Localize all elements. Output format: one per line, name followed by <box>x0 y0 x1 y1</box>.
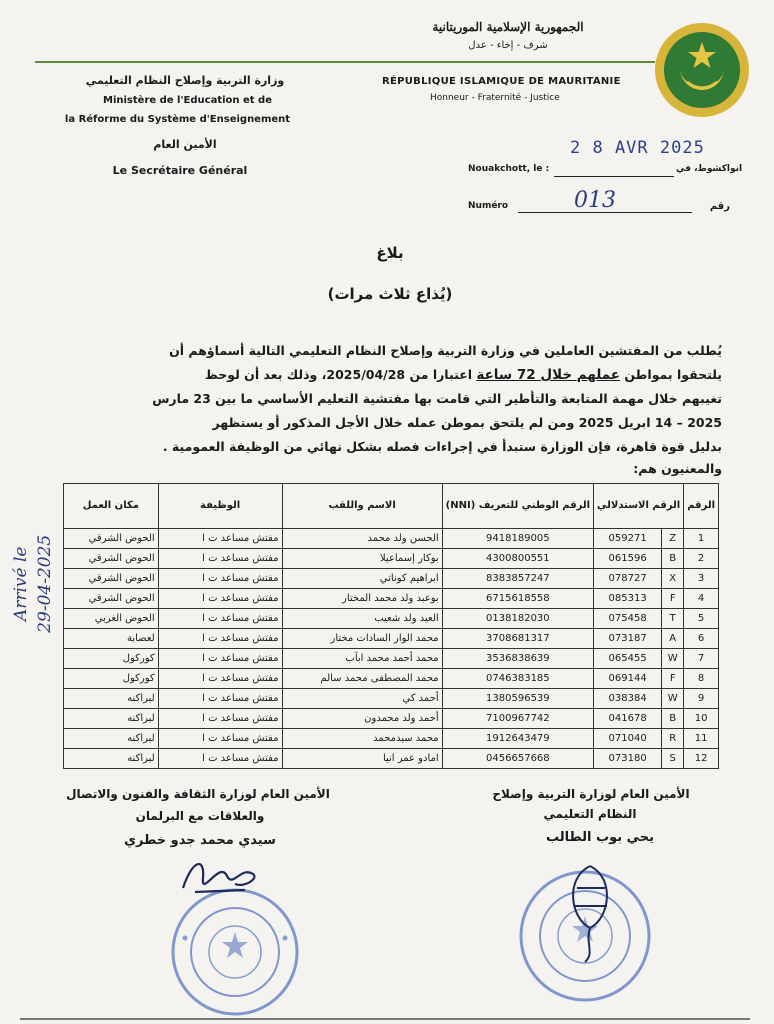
table-row <box>64 569 719 589</box>
table-row <box>64 669 719 689</box>
cell-num: 3 <box>684 569 719 589</box>
cell-num: 4 <box>684 589 719 609</box>
table-row <box>64 729 719 749</box>
ar-ministry: وزارة التربية وإصلاح النظام التعليمي <box>85 74 285 87</box>
cell-num: 2 <box>684 549 719 569</box>
cell-matricule: 075458 <box>594 609 662 629</box>
table-row <box>64 749 719 769</box>
cell-nni: 7100967742 <box>442 709 593 729</box>
cell-job: مفتش مساعد ت ا <box>158 749 282 769</box>
cell-letter: F <box>662 669 684 689</box>
cell-letter: W <box>662 649 684 669</box>
cell-letter: A <box>662 629 684 649</box>
cell-num: 8 <box>684 669 719 689</box>
place-date-field <box>554 176 674 177</box>
header-name: الاسم واللقب <box>282 484 442 529</box>
right-sign-title-2: النظام التعليمي <box>543 807 637 821</box>
cell-name: محمد سيدمحمد <box>282 729 442 749</box>
cell-matricule: 073187 <box>594 629 662 649</box>
cell-num: 11 <box>684 729 719 749</box>
table-row <box>64 609 719 629</box>
cell-matricule: 071040 <box>594 729 662 749</box>
table-row <box>64 529 719 549</box>
table-row <box>64 649 719 669</box>
right-handwritten-signature-icon <box>555 858 625 968</box>
cell-place: لبراكنه <box>64 729 159 749</box>
cell-nni: 0138182030 <box>442 609 593 629</box>
cell-num: 10 <box>684 709 719 729</box>
notice-line-2 <box>42 367 722 383</box>
bottom-rule <box>20 1018 750 1020</box>
cell-matricule: 085313 <box>594 589 662 609</box>
inspectors-table <box>63 483 719 769</box>
left-sign-title-2: والعلاقات مع البرلمان <box>135 809 265 823</box>
cell-matricule: 061596 <box>594 549 662 569</box>
left-sign-name: سيدي محمد جدو خطري <box>124 833 276 848</box>
cell-job: مفتش مساعد ت ا <box>158 629 282 649</box>
notice-line-3: تغيبهم خلال مهمة المتابعة والتأطير التي قامت بها مفتشية التعليم الأساسي ما بين 23 مارس <box>152 391 722 406</box>
notice-line-2-c: اعتبارا من 2025/04/28، وذلك بعد أن لوحظ <box>204 367 473 382</box>
cell-letter: R <box>662 729 684 749</box>
notice-line-6: والمعنيون هم: <box>633 461 722 476</box>
cell-place: كوركول <box>64 649 159 669</box>
cell-nni: 6715618558 <box>442 589 593 609</box>
notice-deadline: عملهم خلال 72 ساعة <box>476 367 621 383</box>
cell-job: مفتش مساعد ت ا <box>158 709 282 729</box>
cell-letter: S <box>662 749 684 769</box>
place-label-ar: انواكشوط، في <box>676 164 743 174</box>
cell-letter: X <box>662 569 684 589</box>
header-num: الرقم <box>684 484 719 529</box>
table-row <box>64 629 719 649</box>
cell-nni: 1912643479 <box>442 729 593 749</box>
header-place: مكان العمل <box>64 484 159 529</box>
cell-name: امادو عمر انيا <box>282 749 442 769</box>
cell-nni: 9418189005 <box>442 529 593 549</box>
cell-place: لعصابة <box>64 629 159 649</box>
cell-letter: F <box>662 589 684 609</box>
margin-note-line1: Arrivé le <box>11 546 32 622</box>
margin-note-line2: 29-04-2025 <box>35 534 55 633</box>
header-matricule: الرقم الاستدلالي <box>594 484 684 529</box>
notice-line-2-a: يلتحقوا بمواطن <box>624 367 722 382</box>
header-divider <box>35 61 655 63</box>
cell-letter: T <box>662 609 684 629</box>
left-sign-title-1: الأمين العام لوزارة الثقافة والفنون والاتصال <box>66 787 330 801</box>
table-row <box>64 689 719 709</box>
table-row <box>64 709 719 729</box>
ar-secgen: الأمين العام <box>153 138 217 151</box>
cell-name: الحسن ولد محمد <box>282 529 442 549</box>
cell-num: 5 <box>684 609 719 629</box>
number-label-fr: Numéro <box>468 201 509 211</box>
left-handwritten-signature-icon <box>175 848 265 908</box>
cell-nni: 4300800551 <box>442 549 593 569</box>
fr-ministry-line2: la Réforme du Système d'Enseignement <box>64 114 291 125</box>
mauritania-emblem-icon <box>652 20 752 120</box>
cell-job: مفتش مساعد ت ا <box>158 649 282 669</box>
cell-place: الحوض الشرقي <box>64 529 159 549</box>
cell-job: مفتش مساعد ت ا <box>158 589 282 609</box>
cell-num: 7 <box>684 649 719 669</box>
cell-num: 12 <box>684 749 719 769</box>
cell-name: محمد أحمد محمد ابآب <box>282 649 442 669</box>
cell-matricule: 078727 <box>594 569 662 589</box>
cell-letter: W <box>662 689 684 709</box>
cell-name: أحمد كي <box>282 689 442 709</box>
notice-subtitle: (يُذاع ثلاث مرات) <box>327 285 453 303</box>
ar-motto: شرف - إخاء - عدل <box>468 40 548 51</box>
table-row <box>64 549 719 569</box>
notice-line-1: يُطلب من المفتشين العاملين في وزارة التربية وإصلاح النظام التعليمي التالية أسماؤهم أن <box>169 343 722 358</box>
cell-matricule: 059271 <box>594 529 662 549</box>
right-sign-title-1: الأمين العام لوزارة التربية وإصلاح <box>492 787 690 801</box>
cell-letter: B <box>662 709 684 729</box>
notice-line-4: 2025 – 14 ابريل 2025 ومن لم يلتحق بموطن عمله خلال الأجل المذكور أو يستظهر <box>212 415 722 430</box>
notice-title: بلاغ <box>376 244 404 262</box>
cell-job: مفتش مساعد ت ا <box>158 689 282 709</box>
cell-name: محمد المصطفى محمد سالم <box>282 669 442 689</box>
cell-nni: 0456657668 <box>442 749 593 769</box>
fr-motto: Honneur - Fraternité - Justice <box>430 93 560 103</box>
cell-matricule: 069144 <box>594 669 662 689</box>
cell-letter: B <box>662 549 684 569</box>
cell-num: 6 <box>684 629 719 649</box>
cell-nni: 8383857247 <box>442 569 593 589</box>
table-header-row <box>64 484 719 529</box>
cell-place: الحوض الشرقي <box>64 549 159 569</box>
cell-num: 9 <box>684 689 719 709</box>
cell-letter: Z <box>662 529 684 549</box>
cell-name: ابراهيم كوناتي <box>282 569 442 589</box>
cell-name: أحمد ولد محمدون <box>282 709 442 729</box>
margin-note <box>10 524 58 644</box>
notice-line-5: بدليل قوة قاهرة، فإن الوزارة ستبدأ في إجراءات فصله بشكل نهائي من الوظيفة العمومية . <box>162 439 722 454</box>
cell-nni: 0746383185 <box>442 669 593 689</box>
right-sign-name: يحي بوب الطالب <box>545 830 655 845</box>
place-label-fr: Nouakchott, le : <box>468 164 550 174</box>
cell-num: 1 <box>684 529 719 549</box>
cell-place: لبراكنه <box>64 689 159 709</box>
cell-matricule: 073180 <box>594 749 662 769</box>
cell-nni: 3536838639 <box>442 649 593 669</box>
cell-place: الحوض الغربي <box>64 609 159 629</box>
cell-name: محمد الوار السادات مختار <box>282 629 442 649</box>
cell-job: مفتش مساعد ت ا <box>158 609 282 629</box>
cell-place: كوركول <box>64 669 159 689</box>
cell-job: مفتش مساعد ت ا <box>158 549 282 569</box>
cell-matricule: 038384 <box>594 689 662 709</box>
cell-place: لبراكنه <box>64 709 159 729</box>
cell-nni: 1380596539 <box>442 689 593 709</box>
cell-matricule: 065455 <box>594 649 662 669</box>
fr-republic: RÉPUBLIQUE ISLAMIQUE DE MAURITANIE <box>382 76 621 87</box>
cell-place: الحوض الشرقي <box>64 569 159 589</box>
table-row <box>64 589 719 609</box>
cell-name: بوكار إسماعيلا <box>282 549 442 569</box>
cell-name: بوعبد ولد محمد المختار <box>282 589 442 609</box>
ar-republic: الجمهورية الإسلامية الموريتانية <box>432 20 584 34</box>
header-job: الوظيفة <box>158 484 282 529</box>
cell-place: الحوض الشرقي <box>64 589 159 609</box>
cell-job: مفتش مساعد ت ا <box>158 529 282 549</box>
cell-matricule: 041678 <box>594 709 662 729</box>
cell-name: العيد ولد شعيب <box>282 609 442 629</box>
cell-job: مفتش مساعد ت ا <box>158 669 282 689</box>
header-nni: الرقم الوطني للتعريف (NNI) <box>442 484 593 529</box>
number-label-ar: رقم <box>709 201 730 212</box>
date-stamp: 2 8 AVR 2025 <box>570 138 705 158</box>
cell-place: لبراكنه <box>64 749 159 769</box>
fr-secgen: Le Secrétaire Général <box>112 164 248 177</box>
cell-job: مفتش مساعد ت ا <box>158 569 282 589</box>
fr-ministry-line1: Ministère de l'Education et de <box>103 95 272 106</box>
cell-nni: 3708681317 <box>442 629 593 649</box>
cell-job: مفتش مساعد ت ا <box>158 729 282 749</box>
number-value: 013 <box>574 188 616 213</box>
